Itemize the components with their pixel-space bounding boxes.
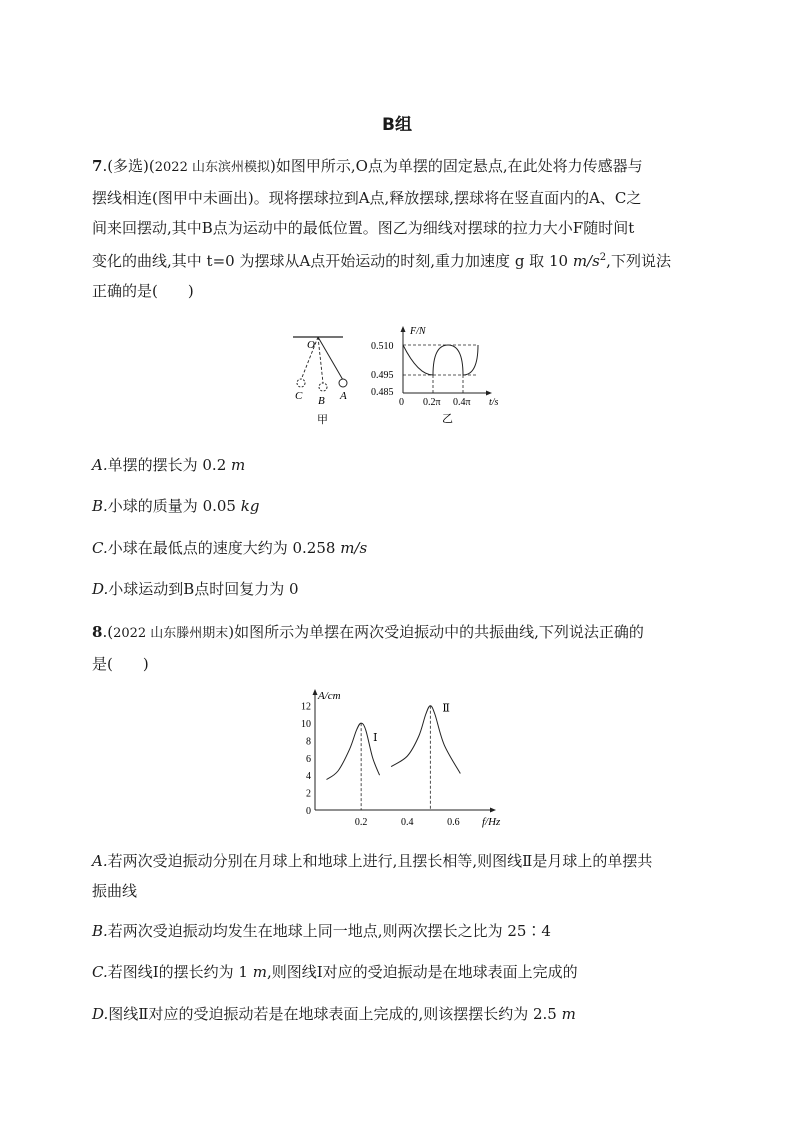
q7-option-b-letter: B. [92,497,108,515]
q7-option-a[interactable] [92,450,702,480]
q7-line4 [92,243,702,276]
yi-xtick-02pi: 0.2π [423,397,441,408]
q8-source: 2022 山东滕州期末 [113,626,229,641]
yi-xtick-04pi: 0.4π [453,397,471,408]
q8-option-a-line1 [92,846,702,876]
yi-xlabel: t/s [489,397,499,408]
q8-option-d-text: 图线Ⅱ对应的受迫振动若是在地球表面上完成的,则该摆摆长约为 2.5 [108,1005,562,1023]
q8-option-a-text-1: 若两次受迫振动分别在月球上和地球上进行,且摆长相等,则图线Ⅱ是月球上的单摆共 [107,852,653,870]
q8-tag: .( [102,623,114,641]
q7-line3: 间来回摆动,其中B点为运动中的最低位置。图乙为细线对摆球的拉力大小F随时间t [92,219,635,237]
caption-yi: 乙 [442,413,453,425]
yi-ytick-0485: 0.485 [371,387,394,398]
q7-option-b[interactable] [92,491,702,521]
q7-text-4a: 变化的曲线,其中 t=0 为摆球从A点开始运动的时刻,重力加速度 g 取 10 [92,252,573,270]
q7-text-4b: ,下列说法 [606,252,671,270]
q7-option-d-text: 小球运动到B点时回复力为 0 [108,580,299,598]
chart-series-1-label: Ⅰ [373,732,378,745]
chart-y-label: A/cm [318,690,341,702]
figure-yi-force-time [368,322,508,427]
chart-series-2-curve [391,706,460,774]
q8-option-b[interactable] [92,916,702,946]
q7-line5: 正确的是( ) [92,282,194,300]
q7-option-c[interactable] [92,533,702,563]
figure-jia-pendulum [285,330,365,430]
q8-option-d[interactable] [92,999,702,1029]
question-7 [92,151,702,306]
yi-y-arrow [401,326,406,332]
chart-x-arrow [490,808,496,813]
ball-b [319,383,327,391]
q7-option-d-letter: D. [92,580,109,598]
label-b: B [318,395,325,407]
q8-option-a-letter: A. [92,852,108,870]
section-title: B组 [382,115,412,135]
q7-text-1: )如图甲所示,O点为单摆的固定悬点,在此处将力传感器与 [269,157,643,175]
q7-option-b-unit: kg [240,497,260,515]
q7-number: 7 [92,157,103,175]
yi-ytick-0495: 0.495 [371,370,394,381]
yi-xtick-0: 0 [399,397,404,408]
q8-number: 8 [92,623,103,641]
q7-line1 [92,151,702,183]
q7-option-c-unit: m/s [340,539,368,557]
figure-resonance-chart [285,688,510,830]
chart-x-tick-0: 0.2 [354,817,368,828]
chart-y-tick-4: 8 [306,736,311,748]
chart-series-2-label: Ⅱ [442,702,450,715]
q8-option-c-text-2: ,则图线Ⅰ对应的受迫振动是在地球表面上完成的 [266,963,578,981]
label-o: O [307,339,315,351]
caption-jia: 甲 [317,414,328,426]
q8-option-a[interactable] [92,846,702,906]
chart-y-tick-5: 10 [301,719,311,731]
q7-unit-sup: 2 [599,252,607,263]
q8-text-1: )如图所示为单摆在两次受迫振动中的共振曲线,下列说法正确的 [228,623,644,641]
chart-y-arrow [313,689,318,695]
chart-y-tick-0: 0 [306,806,311,817]
q8-line1 [92,617,702,649]
q7-option-a-text: 单摆的摆长为 0.2 [107,456,232,474]
q8-option-c-letter: C. [92,963,108,981]
q7-option-a-unit: m [231,456,246,474]
q8-option-b-text: 若两次受迫振动均发生在地球上同一地点,则两次摆长之比为 25∶4 [107,922,551,940]
q7-source: 2022 山东滨州模拟 [154,160,270,175]
q7-tag: .(多选)( [102,157,155,175]
ball-a [339,379,347,387]
q7-option-c-text: 小球在最低点的速度大约为 0.258 [107,539,341,557]
chart-x-tick-2: 0.6 [447,817,460,828]
q8-option-a-line2: 振曲线 [92,882,138,900]
chart-x-tick-1: 0.4 [401,817,414,828]
yi-ylabel: F/N [410,326,426,337]
label-a: A [340,390,347,402]
chart-y-tick-6: 12 [301,701,311,713]
q8-option-c[interactable] [92,957,702,987]
question-8 [92,617,702,679]
ball-c [297,379,305,387]
label-c: C [295,390,303,402]
chart-y-tick-2: 4 [306,771,311,783]
q7-option-a-letter: A. [92,456,108,474]
yi-curve [403,345,478,375]
q7-option-d[interactable] [92,574,702,604]
chart-y-tick-1: 2 [306,788,311,800]
q8-option-c-text-1: 若图线Ⅰ的摆长约为 1 [107,963,253,981]
q8-line2: 是( ) [92,655,149,673]
yi-x-arrow [486,391,492,396]
q8-option-c-unit: m [252,963,267,981]
q7-option-c-letter: C. [92,539,108,557]
q8-option-d-letter: D. [92,1005,109,1023]
q8-option-d-unit: m [561,1005,576,1023]
chart-y-tick-3: 6 [306,753,311,765]
chart-x-label: f/Hz [482,816,501,828]
chart-series-1-curve [327,723,380,780]
q7-unit: m/s [572,252,600,270]
q8-option-b-letter: B. [92,922,108,940]
q7-option-b-text: 小球的质量为 0.05 [107,497,241,515]
q7-line2: 摆线相连(图甲中未画出)。现将摆球拉到A点,释放摆球,摆球将在竖直面内的A、C之 [92,189,642,207]
yi-ytick-0510: 0.510 [371,341,394,352]
